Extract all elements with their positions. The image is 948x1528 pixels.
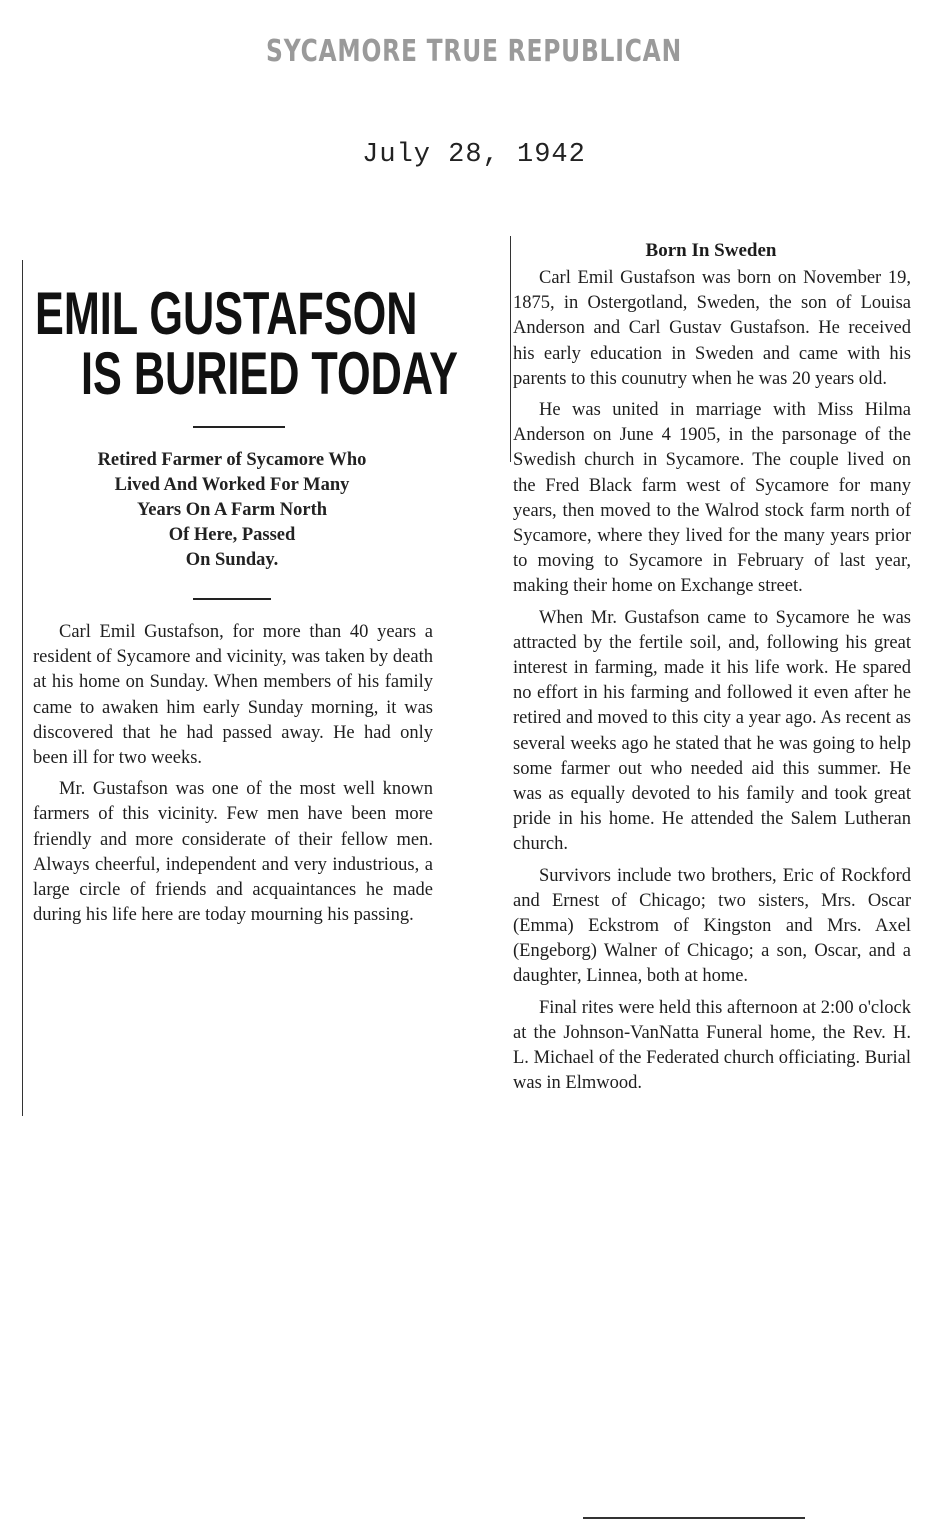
headline-divider	[193, 426, 285, 428]
headline-line-1: EMIL GUSTAFSON	[35, 280, 418, 347]
deck-line: On Sunday.	[185, 550, 279, 570]
article-paragraph: Final rites were held this afternoon at 2:00 o'clock at the Johnson-VanNatta Funeral home, the Rev. H. L. Michael of the Federated church officiating. Burial was in Elmwood.	[513, 997, 911, 1094]
publication-date: July 28, 1942	[362, 140, 586, 170]
article-paragraph: Carl Emil Gustafson, for more than 40 years a resident of Sycamore and vicinity, was taken by death at his home on Sunday. When members of his family came to awaken him early Sunday morning, it was discovered that he had passed away. He had only been ill for two weeks.	[33, 622, 433, 769]
left-column	[22, 260, 458, 1116]
column-divider	[510, 236, 511, 462]
right-column	[505, 236, 917, 1486]
masthead-stamp: SYCAMORE TRUE REPUBLICAN	[266, 34, 682, 69]
headline-line-2: IS BURIED TODAY	[81, 340, 458, 407]
deck-divider	[193, 598, 271, 600]
article-paragraph: Mr. Gustafson was one of the most well known farmers of this vicinity. Few men have been more friendly and more considerate of their fellow men. Always cheerful, independent and very industrious, a large circle of friends and acquaintances he made during his life here are today mourning his passing.	[33, 779, 433, 926]
deck-line: Of Here, Passed	[168, 525, 296, 545]
deck-line: Lived And Worked For Many	[114, 475, 350, 495]
left-body	[33, 620, 433, 934]
deck-line: Retired Farmer of Sycamore Who	[97, 450, 367, 470]
end-of-article-rule	[583, 1517, 805, 1519]
section-subhead: Born In Sweden	[645, 240, 777, 261]
article-paragraph: When Mr. Gustafson came to Sycamore he was attracted by the fertile soil, and, following his great interest in farming, made it his life work. He spared no effort in his farming and followed it even after he retired and moved to this city a year ago. As recent as several weeks ago he stated that he was going to help some farmer out who needed aid this summer. He was as equally devoted to his family and took great pride in his home. He attended the Salem Lutheran church.	[513, 607, 911, 855]
right-body	[513, 266, 911, 1103]
article-paragraph: He was united in marriage with Miss Hilma Anderson on June 4 1905, in the parsonage of the Swedish church in Sycamore. The couple lived on the Fred Black farm west of Sycamore for many years, then moved to the Walrod stock farm north of Sycamore, where they lived for the many years prior to moving to Sycamore in February of last year, making their home on Exchange street.	[513, 400, 911, 597]
article-paragraph: Carl Emil Gustafson was born on November 19, 1875, in Ostergotland, Sweden, the son of Louisa Anderson and Carl Gustav Gustafson. He received his early education in Sweden and came with his parents to this counutry when he was 20 years old.	[513, 268, 911, 389]
deck-line: Years On A Farm North	[136, 500, 328, 520]
article-paragraph: Survivors include two brothers, Eric of Rockford and Ernest of Chicago; two sisters, Mrs. Oscar (Emma) Eckstrom of Kingston and Mrs. Axel (Engeborg) Walner of Chicago; a son, Oscar, and a daughter, Linnea, both at home.	[513, 865, 911, 987]
deck-subheadline	[23, 448, 441, 573]
